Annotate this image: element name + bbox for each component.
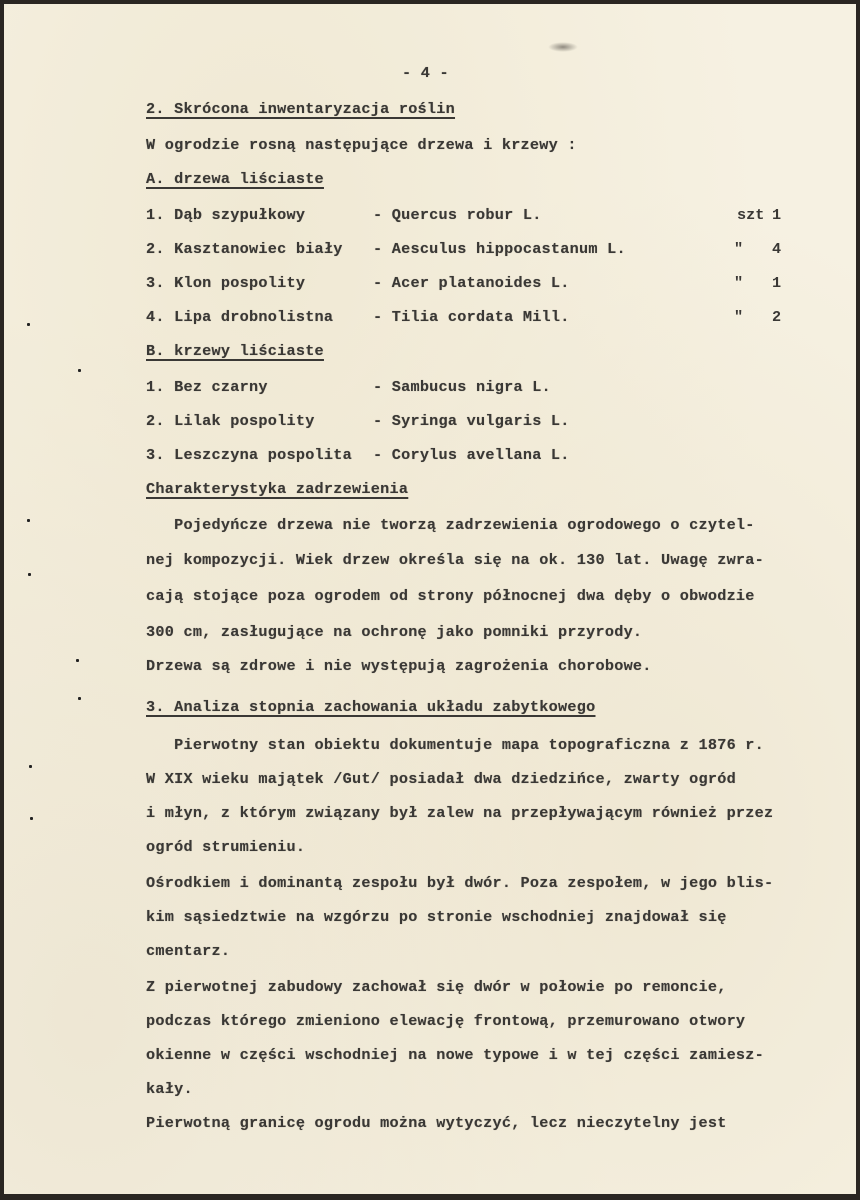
tree-name: 4. Lipa drobnolistna [146, 308, 334, 326]
paragraph-line: i młyn, z którym związany był zalew na przepływającym również przez [146, 804, 774, 822]
paragraph-line: Pierwotny stan obiektu dokumentuje mapa topograficzna z 1876 r. [146, 736, 765, 754]
paragraph-line: kim sąsiedztwie na wzgórzu po stronie wschodniej znajdował się [146, 908, 727, 926]
tree-unit: " [734, 240, 744, 258]
paragraph-line: cają stojące poza ogrodem od strony północnej dwa dęby o obwodzie [146, 587, 755, 605]
paragraph-line: ogród strumieniu. [146, 838, 306, 856]
tree-name: 1. Dąb szypułkowy [146, 206, 306, 224]
tree-count: 1 [772, 206, 782, 224]
margin-speck [78, 369, 81, 372]
tree-unit: szt [737, 206, 765, 224]
section-2-intro: W ogrodzie rosną następujące drzewa i krzewy : [146, 136, 577, 154]
margin-speck [27, 519, 30, 522]
tree-name: 2. Kasztanowiec biały [146, 240, 343, 258]
paragraph-line: nej kompozycji. Wiek drzew określa się na ok. 130 lat. Uwagę zwra- [146, 551, 765, 569]
margin-speck [29, 765, 32, 768]
margin-speck [76, 659, 79, 662]
tree-count: 1 [772, 274, 782, 292]
characteristics-heading: Charakterystyka zadrzewienia [146, 480, 409, 498]
page-number: - 4 - [402, 64, 449, 82]
shrub-name: 3. Leszczyna pospolita [146, 446, 353, 464]
tree-count: 4 [772, 240, 782, 258]
shrub-latin: - Sambucus nigra L. [373, 378, 551, 396]
paragraph-line: W XIX wieku majątek /Gut/ posiadał dwa dziedzińce, zwarty ogród [146, 770, 736, 788]
document-page [4, 4, 856, 1194]
paragraph-line: podczas którego zmieniono elewację frontową, przemurowano otwory [146, 1012, 746, 1030]
margin-speck [27, 323, 30, 326]
paragraph-line: Pojedyńcze drzewa nie tworzą zadrzewienia ogrodowego o czytel- [146, 516, 755, 534]
paragraph-line: 300 cm, zasługujące na ochronę jako pomniki przyrody. [146, 623, 643, 641]
subsection-a-heading: A. drzewa liściaste [146, 170, 324, 188]
margin-speck [28, 573, 31, 576]
paragraph-line: Drzewa są zdrowe i nie występują zagrożenia chorobowe. [146, 657, 652, 675]
paragraph-line: okienne w części wschodniej na nowe typowe i w tej części zamiesz- [146, 1046, 765, 1064]
tree-latin: - Acer platanoides L. [373, 274, 570, 292]
paragraph-line: Ośrodkiem i dominantą zespołu był dwór. Poza zespołem, w jego blis- [146, 874, 774, 892]
tree-name: 3. Klon pospolity [146, 274, 306, 292]
paragraph-line: Pierwotną granicę ogrodu można wytyczyć, lecz nieczytelny jest [146, 1114, 727, 1132]
tree-latin: - Aesculus hippocastanum L. [373, 240, 626, 258]
margin-speck [30, 817, 33, 820]
tree-latin: - Tilia cordata Mill. [373, 308, 570, 326]
shrub-latin: - Corylus avellana L. [373, 446, 570, 464]
section-3-heading: 3. Analiza stopnia zachowania układu zabytkowego [146, 698, 596, 716]
shrub-name: 1. Bez czarny [146, 378, 268, 396]
tree-latin: - Quercus robur L. [373, 206, 542, 224]
tree-unit: " [734, 308, 744, 326]
tree-unit: " [734, 274, 744, 292]
paragraph-line: kały. [146, 1080, 193, 1098]
subsection-b-heading: B. krzewy liściaste [146, 342, 324, 360]
shrub-name: 2. Lilak pospolity [146, 412, 315, 430]
shrub-latin: - Syringa vulgaris L. [373, 412, 570, 430]
section-2-heading: 2. Skrócona inwentaryzacja roślin [146, 100, 456, 118]
ink-smudge [548, 42, 578, 52]
paragraph-line: cmentarz. [146, 942, 231, 960]
paragraph-line: Z pierwotnej zabudowy zachował się dwór w połowie po remoncie, [146, 978, 727, 996]
tree-count: 2 [772, 308, 782, 326]
margin-speck [78, 697, 81, 700]
